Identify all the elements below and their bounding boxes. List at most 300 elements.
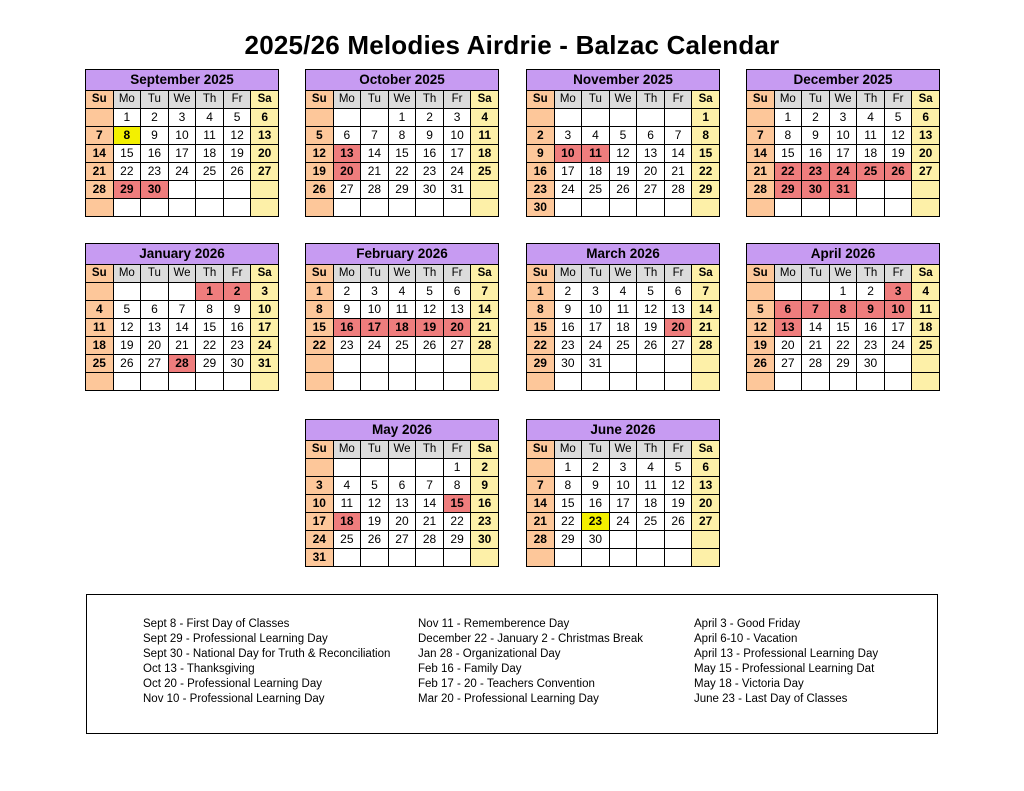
day-cell: 7 [471, 283, 499, 301]
day-cell [388, 373, 416, 391]
day-cell [637, 549, 665, 567]
weekday-header: Sa [692, 265, 720, 283]
weekday-header: Tu [361, 91, 389, 109]
day-cell: 7 [747, 127, 775, 145]
day-cell: 1 [388, 109, 416, 127]
day-cell [388, 355, 416, 373]
day-cell [306, 373, 334, 391]
month-calendar [85, 69, 279, 217]
day-cell [471, 355, 499, 373]
day-cell: 4 [582, 127, 610, 145]
month-title: November 2025 [527, 70, 720, 91]
day-cell: 13 [141, 319, 169, 337]
day-cell: 1 [196, 283, 224, 301]
weekday-header: Th [857, 91, 885, 109]
day-cell: 21 [168, 337, 196, 355]
day-cell: 11 [333, 495, 361, 513]
day-cell: 12 [664, 477, 692, 495]
day-cell: 1 [829, 283, 857, 301]
day-cell [361, 199, 389, 217]
day-cell: 9 [527, 145, 555, 163]
day-cell: 26 [306, 181, 334, 199]
day-cell: 24 [306, 531, 334, 549]
day-cell [664, 531, 692, 549]
day-cell [884, 199, 912, 217]
day-cell [692, 549, 720, 567]
day-cell: 21 [416, 513, 444, 531]
day-cell: 5 [223, 109, 251, 127]
day-cell: 22 [306, 337, 334, 355]
day-cell: 5 [884, 109, 912, 127]
day-cell: 3 [554, 127, 582, 145]
weekday-header: Th [416, 91, 444, 109]
day-cell [912, 355, 940, 373]
day-cell: 2 [333, 283, 361, 301]
day-cell [774, 283, 802, 301]
day-cell: 9 [471, 477, 499, 495]
day-cell: 7 [527, 477, 555, 495]
day-cell: 24 [251, 337, 279, 355]
day-cell: 27 [912, 163, 940, 181]
day-cell: 7 [692, 283, 720, 301]
month-title: October 2025 [306, 70, 499, 91]
day-cell [664, 355, 692, 373]
legend-item: Jan 28 - Organizational Day [418, 648, 561, 660]
day-cell: 20 [692, 495, 720, 513]
day-cell: 8 [196, 301, 224, 319]
weekday-header: Mo [774, 265, 802, 283]
weekday-header: Sa [251, 265, 279, 283]
day-cell [223, 181, 251, 199]
day-cell: 6 [774, 301, 802, 319]
day-cell: 23 [416, 163, 444, 181]
weekday-header: Mo [554, 91, 582, 109]
day-cell: 16 [223, 319, 251, 337]
day-cell: 6 [664, 283, 692, 301]
day-cell: 18 [857, 145, 885, 163]
day-cell: 25 [912, 337, 940, 355]
day-cell [416, 373, 444, 391]
day-cell: 3 [443, 109, 471, 127]
day-cell: 16 [582, 495, 610, 513]
day-cell: 30 [416, 181, 444, 199]
day-cell: 29 [443, 531, 471, 549]
weekday-header: Th [196, 91, 224, 109]
day-cell: 8 [692, 127, 720, 145]
day-cell [168, 199, 196, 217]
day-cell: 8 [554, 477, 582, 495]
day-cell [582, 549, 610, 567]
day-cell: 12 [416, 301, 444, 319]
day-cell: 25 [637, 513, 665, 531]
day-cell: 13 [251, 127, 279, 145]
legend-item: Sept 8 - First Day of Classes [143, 618, 290, 630]
day-cell [306, 355, 334, 373]
day-cell: 13 [912, 127, 940, 145]
month-title: January 2026 [86, 244, 279, 265]
day-cell [388, 459, 416, 477]
day-cell: 26 [884, 163, 912, 181]
day-cell [692, 199, 720, 217]
day-cell: 21 [664, 163, 692, 181]
legend-item: Feb 16 - Family Day [418, 663, 522, 675]
weekday-header: Su [527, 265, 555, 283]
day-cell: 1 [113, 109, 141, 127]
day-cell [774, 199, 802, 217]
day-cell [664, 549, 692, 567]
day-cell [471, 181, 499, 199]
day-cell: 10 [582, 301, 610, 319]
day-cell [664, 109, 692, 127]
day-cell: 5 [113, 301, 141, 319]
day-cell [554, 109, 582, 127]
day-cell: 3 [168, 109, 196, 127]
day-cell [113, 199, 141, 217]
day-cell: 24 [884, 337, 912, 355]
day-cell [443, 549, 471, 567]
day-cell: 2 [554, 283, 582, 301]
day-cell: 22 [774, 163, 802, 181]
day-cell [664, 373, 692, 391]
day-cell: 10 [554, 145, 582, 163]
day-cell: 6 [141, 301, 169, 319]
legend-column [694, 617, 878, 707]
day-cell: 20 [443, 319, 471, 337]
day-cell: 18 [86, 337, 114, 355]
day-cell [251, 181, 279, 199]
weekday-header: Fr [443, 441, 471, 459]
day-cell [609, 199, 637, 217]
month-calendar [746, 69, 940, 217]
weekday-header: Su [527, 91, 555, 109]
day-cell: 29 [692, 181, 720, 199]
month-calendar [526, 243, 720, 391]
weekday-header: Mo [333, 265, 361, 283]
day-cell [168, 283, 196, 301]
weekday-header: Su [86, 265, 114, 283]
legend-item: Oct 20 - Professional Learning Day [143, 678, 322, 690]
day-cell: 26 [361, 531, 389, 549]
day-cell: 18 [196, 145, 224, 163]
day-cell: 4 [471, 109, 499, 127]
day-cell: 16 [527, 163, 555, 181]
day-cell: 22 [113, 163, 141, 181]
day-cell: 16 [141, 145, 169, 163]
day-cell: 28 [747, 181, 775, 199]
day-cell [443, 199, 471, 217]
day-cell: 15 [692, 145, 720, 163]
day-cell: 14 [527, 495, 555, 513]
day-cell [747, 109, 775, 127]
day-cell: 11 [471, 127, 499, 145]
day-cell: 13 [664, 301, 692, 319]
day-cell: 15 [388, 145, 416, 163]
day-cell: 19 [361, 513, 389, 531]
weekday-header: We [829, 91, 857, 109]
day-cell [196, 199, 224, 217]
day-cell: 27 [637, 181, 665, 199]
day-cell [884, 373, 912, 391]
legend-column [418, 617, 643, 707]
day-cell: 22 [196, 337, 224, 355]
day-cell [554, 549, 582, 567]
day-cell [361, 373, 389, 391]
weekday-header: Mo [113, 91, 141, 109]
day-cell [333, 199, 361, 217]
day-cell: 27 [251, 163, 279, 181]
day-cell: 10 [361, 301, 389, 319]
month-title: September 2025 [86, 70, 279, 91]
day-cell: 3 [829, 109, 857, 127]
day-cell: 25 [857, 163, 885, 181]
day-cell [527, 459, 555, 477]
weekday-header: We [168, 91, 196, 109]
day-cell [637, 373, 665, 391]
day-cell: 24 [168, 163, 196, 181]
day-cell: 15 [527, 319, 555, 337]
day-cell: 30 [582, 531, 610, 549]
day-cell: 23 [554, 337, 582, 355]
day-cell [416, 355, 444, 373]
day-cell: 8 [774, 127, 802, 145]
day-cell: 23 [141, 163, 169, 181]
day-cell: 29 [196, 355, 224, 373]
day-cell: 15 [306, 319, 334, 337]
day-cell [747, 199, 775, 217]
day-cell: 22 [388, 163, 416, 181]
day-cell [527, 109, 555, 127]
day-cell: 13 [333, 145, 361, 163]
day-cell [582, 199, 610, 217]
day-cell [554, 199, 582, 217]
day-cell: 26 [223, 163, 251, 181]
day-cell [637, 531, 665, 549]
day-cell: 19 [664, 495, 692, 513]
day-cell: 25 [333, 531, 361, 549]
day-cell: 14 [168, 319, 196, 337]
day-cell: 16 [471, 495, 499, 513]
day-cell: 2 [802, 109, 830, 127]
weekday-header: Mo [554, 265, 582, 283]
day-cell: 25 [196, 163, 224, 181]
day-cell: 28 [86, 181, 114, 199]
day-cell: 29 [527, 355, 555, 373]
month-title: December 2025 [747, 70, 940, 91]
weekday-header: Mo [333, 91, 361, 109]
day-cell: 25 [86, 355, 114, 373]
weekday-header: Th [857, 265, 885, 283]
weekday-header: Su [747, 91, 775, 109]
day-cell: 31 [829, 181, 857, 199]
day-cell: 19 [637, 319, 665, 337]
day-cell: 27 [774, 355, 802, 373]
day-cell: 14 [802, 319, 830, 337]
weekday-header: Fr [223, 265, 251, 283]
day-cell: 6 [637, 127, 665, 145]
day-cell [774, 373, 802, 391]
weekday-header: Fr [664, 265, 692, 283]
day-cell: 16 [333, 319, 361, 337]
weekday-header: We [609, 265, 637, 283]
day-cell [747, 283, 775, 301]
day-cell: 7 [802, 301, 830, 319]
day-cell: 21 [802, 337, 830, 355]
day-cell: 15 [774, 145, 802, 163]
day-cell: 2 [141, 109, 169, 127]
legend-item: Feb 17 - 20 - Teachers Convention [418, 678, 595, 690]
day-cell [582, 109, 610, 127]
weekday-header: Sa [471, 91, 499, 109]
day-cell: 4 [637, 459, 665, 477]
day-cell [416, 199, 444, 217]
day-cell: 23 [582, 513, 610, 531]
day-cell: 21 [747, 163, 775, 181]
day-cell: 17 [554, 163, 582, 181]
day-cell: 11 [582, 145, 610, 163]
day-cell: 1 [692, 109, 720, 127]
day-cell [443, 373, 471, 391]
day-cell: 13 [692, 477, 720, 495]
day-cell: 30 [554, 355, 582, 373]
day-cell [857, 199, 885, 217]
weekday-header: We [388, 265, 416, 283]
weekday-header: Su [306, 441, 334, 459]
weekday-header: We [388, 441, 416, 459]
weekday-header: Tu [582, 265, 610, 283]
day-cell: 5 [747, 301, 775, 319]
day-cell: 19 [416, 319, 444, 337]
day-cell: 13 [388, 495, 416, 513]
day-cell: 14 [664, 145, 692, 163]
day-cell [527, 373, 555, 391]
month-calendar [746, 243, 940, 391]
day-cell: 17 [884, 319, 912, 337]
legend-item: April 6-10 - Vacation [694, 633, 798, 645]
day-cell: 28 [664, 181, 692, 199]
day-cell: 20 [388, 513, 416, 531]
day-cell: 10 [609, 477, 637, 495]
day-cell [747, 373, 775, 391]
day-cell: 27 [664, 337, 692, 355]
day-cell: 22 [527, 337, 555, 355]
day-cell: 18 [637, 495, 665, 513]
day-cell: 20 [333, 163, 361, 181]
day-cell [86, 283, 114, 301]
day-cell [443, 355, 471, 373]
day-cell: 21 [527, 513, 555, 531]
month-title: April 2026 [747, 244, 940, 265]
day-cell [333, 549, 361, 567]
day-cell: 25 [582, 181, 610, 199]
day-cell: 10 [306, 495, 334, 513]
day-cell [692, 531, 720, 549]
day-cell: 15 [443, 495, 471, 513]
day-cell [802, 283, 830, 301]
day-cell [884, 181, 912, 199]
day-cell: 22 [554, 513, 582, 531]
day-cell: 25 [388, 337, 416, 355]
day-cell: 26 [747, 355, 775, 373]
day-cell: 28 [471, 337, 499, 355]
day-cell: 23 [527, 181, 555, 199]
day-cell: 19 [609, 163, 637, 181]
day-cell: 14 [86, 145, 114, 163]
legend-box [86, 594, 938, 734]
day-cell: 26 [664, 513, 692, 531]
day-cell [306, 459, 334, 477]
day-cell: 9 [554, 301, 582, 319]
day-cell: 24 [443, 163, 471, 181]
day-cell: 12 [361, 495, 389, 513]
day-cell: 27 [141, 355, 169, 373]
day-cell: 26 [113, 355, 141, 373]
day-cell: 10 [443, 127, 471, 145]
weekday-header: Sa [471, 265, 499, 283]
day-cell: 13 [774, 319, 802, 337]
day-cell: 6 [333, 127, 361, 145]
month-calendar [305, 243, 499, 391]
month-calendar [85, 243, 279, 391]
day-cell [829, 373, 857, 391]
day-cell [637, 355, 665, 373]
day-cell: 28 [692, 337, 720, 355]
day-cell: 21 [361, 163, 389, 181]
weekday-header: Tu [141, 91, 169, 109]
day-cell: 11 [912, 301, 940, 319]
day-cell [223, 199, 251, 217]
day-cell: 18 [582, 163, 610, 181]
day-cell: 28 [802, 355, 830, 373]
day-cell: 5 [637, 283, 665, 301]
day-cell: 3 [361, 283, 389, 301]
day-cell: 23 [471, 513, 499, 531]
day-cell: 7 [168, 301, 196, 319]
day-cell: 10 [251, 301, 279, 319]
day-cell: 5 [361, 477, 389, 495]
weekday-header: Th [416, 441, 444, 459]
day-cell: 26 [609, 181, 637, 199]
day-cell [223, 373, 251, 391]
day-cell [857, 181, 885, 199]
day-cell [196, 181, 224, 199]
day-cell: 1 [774, 109, 802, 127]
day-cell: 9 [141, 127, 169, 145]
day-cell: 17 [829, 145, 857, 163]
day-cell: 25 [471, 163, 499, 181]
day-cell [86, 373, 114, 391]
legend-column [143, 617, 390, 707]
day-cell [912, 181, 940, 199]
day-cell: 27 [388, 531, 416, 549]
day-cell: 8 [829, 301, 857, 319]
day-cell [912, 373, 940, 391]
month-calendar [526, 69, 720, 217]
weekday-header: Mo [333, 441, 361, 459]
day-cell: 18 [471, 145, 499, 163]
weekday-header: We [388, 91, 416, 109]
day-cell: 28 [361, 181, 389, 199]
day-cell [609, 531, 637, 549]
day-cell: 28 [168, 355, 196, 373]
weekday-header: Fr [443, 91, 471, 109]
day-cell: 18 [333, 513, 361, 531]
day-cell [609, 355, 637, 373]
day-cell [168, 181, 196, 199]
day-cell: 12 [113, 319, 141, 337]
weekday-header: Tu [141, 265, 169, 283]
day-cell: 24 [829, 163, 857, 181]
legend-item: June 23 - Last Day of Classes [694, 693, 848, 705]
